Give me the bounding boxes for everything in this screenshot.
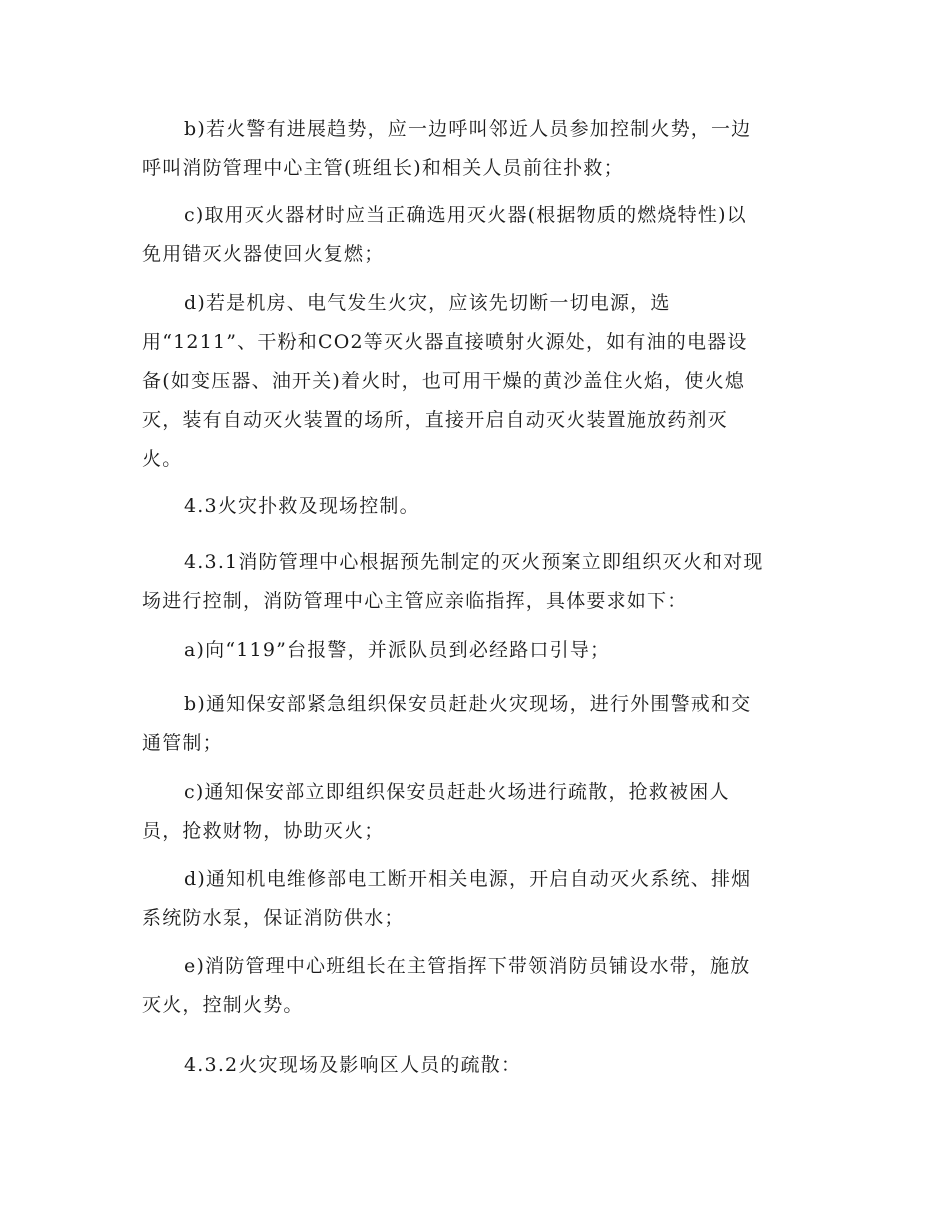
text-line: 呼叫消防管理中心主管(班组长)和相关人员前往扑救；: [142, 157, 624, 179]
text-line: 4.3.2火灾现场及影响区人员的疏散：: [184, 1054, 522, 1076]
paragraph-a-call-119: [142, 631, 810, 670]
paragraph-d-electrical-fire: [142, 284, 810, 479]
paragraph-e-hose-deployment: [142, 947, 810, 1025]
text-line: 4.3火灾扑救及现场控制。: [184, 495, 420, 517]
text-line: a)向“119”台报警，并派队员到必经路口引导；: [184, 639, 611, 661]
text-line: d)通知机电维修部电工断开相关电源，开启自动灭火系统、排烟: [184, 868, 752, 890]
text-line: 火。: [142, 448, 183, 470]
paragraph-c-evacuation: [142, 773, 810, 851]
text-line: 4.3.1消防管理中心根据预先制定的灭火预案立即组织灭火和对现: [184, 551, 764, 573]
text-line: 灭火，控制火势。: [142, 994, 304, 1016]
text-line: 备(如变压器、油开关)着火时，也可用干燥的黄沙盖住火焰，使火熄: [142, 370, 746, 392]
paragraph-b-security-cordon: [142, 685, 810, 763]
text-line: d)若是机房、电气发生火灾，应该先切断一切电源，选: [184, 292, 671, 314]
text-line: 灭，装有自动灭火装置的场所，直接开启自动灭火装置施放药剂灭: [142, 409, 728, 431]
text-line: c)取用灭火器材时应当正确选用灭火器(根据物质的燃烧特性)以: [184, 204, 747, 226]
text-line: 员，抢救财物，协助灭火；: [142, 820, 385, 842]
text-line: c)通知保安部立即组织保安员赶赴火场进行疏散，抢救被困人: [184, 781, 730, 803]
paragraph-b-fire-spreading: [142, 110, 810, 188]
paragraph-4-3-1: [142, 543, 810, 621]
section-heading-4-3: [142, 487, 810, 526]
paragraph-d-power-cutoff: [142, 860, 810, 938]
text-line: 通管制；: [142, 732, 223, 754]
text-line: 用“1211”、干粉和CO2等灭火器直接喷射火源处，如有油的电器设: [142, 331, 748, 353]
text-line: e)消防管理中心班组长在主管指挥下带领消防员铺设水带，施放: [184, 955, 751, 977]
text-line: b)通知保安部紧急组织保安员赶赴火灾现场，进行外围警戒和交: [184, 693, 752, 715]
section-heading-4-3-2: [142, 1046, 810, 1085]
text-line: 系统防水泵，保证消防供水；: [142, 907, 405, 929]
text-line: 场进行控制，消防管理中心主管应亲临指挥，具体要求如下：: [142, 590, 688, 612]
text-line: b)若火警有进展趋势，应一边呼叫邻近人员参加控制火势，一边: [184, 118, 752, 140]
paragraph-c-extinguisher-selection: [142, 196, 810, 274]
text-line: 免用错灭火器使回火复燃；: [142, 243, 385, 265]
